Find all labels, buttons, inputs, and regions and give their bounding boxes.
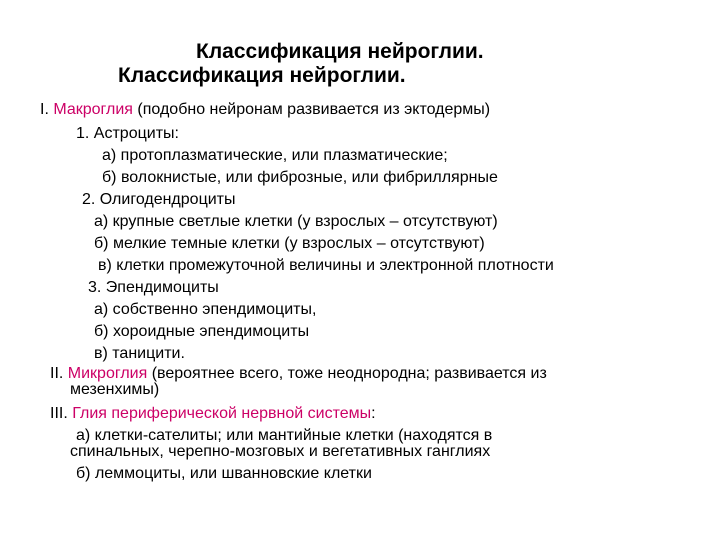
item-number: III.: [50, 405, 73, 422]
subitem-line: б) хороидные эпендимоциты: [94, 323, 310, 340]
slide-subtitle: Классификация нейроглии.: [118, 64, 406, 87]
item-number: II.: [50, 365, 68, 382]
item-description: (вероятнее всего, тоже неоднородна; развивается из: [147, 365, 547, 382]
item-continuation: мезенхимы): [70, 381, 160, 398]
subitem-ependymocytes: 3. Эпендимоциты: [88, 279, 219, 296]
subitem-oligodendrocytes: 2. Олигодендроциты: [82, 191, 236, 208]
item-description: :: [371, 405, 376, 422]
subitem-line: б) мелкие темные клетки (у взрослых – отсутствуют): [94, 235, 485, 252]
subitem-line: а) клетки-сателиты; или мантийные клетки (находятся в: [76, 427, 493, 444]
item-accent-term: Макроглия: [53, 101, 133, 118]
item-number: I.: [40, 101, 54, 118]
slide-title: Классификация нейроглии.: [196, 40, 484, 63]
subitem-line: б) волокнистые, или фиброзные, или фибриллярные: [102, 169, 498, 186]
subitem-astrocytes: 1. Астроциты:: [76, 125, 179, 142]
subitem-line: а) крупные светлые клетки (у взрослых – отсутствуют): [94, 213, 498, 230]
subitem-line: в) клетки промежуточной величины и электронной плотности: [98, 257, 554, 274]
item-peripheral-glia: [50, 404, 376, 424]
subitem-line: а) собственно эпендимоциты,: [94, 301, 317, 318]
item-accent-term: Глия периферической нервной системы: [72, 405, 372, 422]
subitem-line: в) таницити.: [94, 345, 185, 362]
item-macroglia: [40, 100, 490, 120]
item-description: (подобно нейронам развивается из эктодермы): [132, 101, 491, 118]
item-accent-term: Микроглия: [67, 365, 148, 382]
subitem-line: б) леммоциты, или шванновские клетки: [76, 465, 372, 482]
subitem-line: а) протоплазматические, или плазматические;: [102, 147, 448, 164]
subitem-line: спинальных, черепно-мозговых и вегетативных ганглиях: [70, 443, 491, 460]
